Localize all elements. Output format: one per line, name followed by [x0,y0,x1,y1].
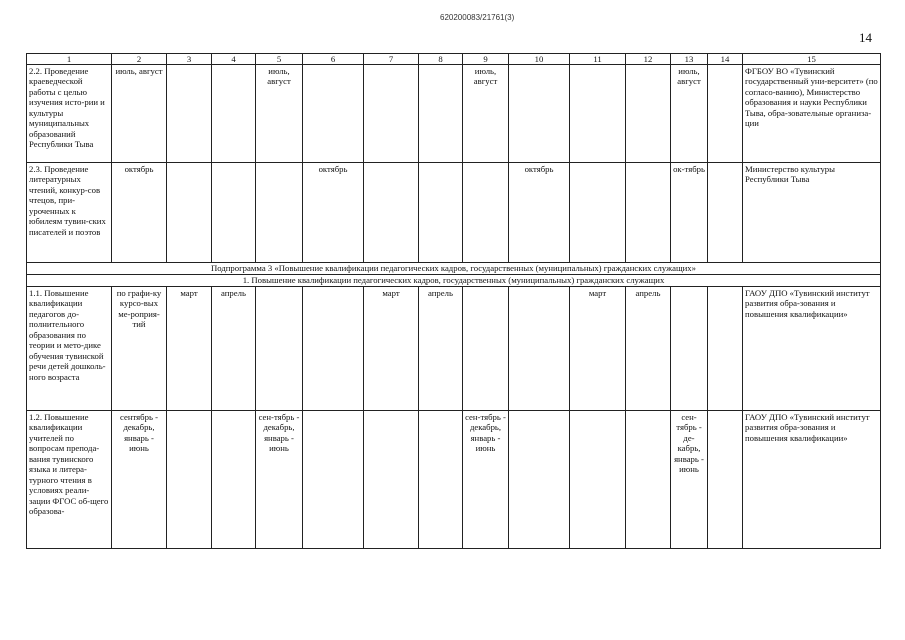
table-row [27,411,881,549]
period-cell: апрель [626,287,671,411]
plan-table [26,53,881,549]
subprogram-row [27,263,881,275]
executor-cell: ФГБОУ ВО «Тувинский государственный уни-верситет» (по согласо-ванию), Министерство образования и науки Республики Тыва, обра-зовательные организа-ции [743,65,881,163]
subprogram-title: Подпрограмма 3 «Повышение квалификации педагогических кадров, государственных (муниципальных) гражданских служащих» [27,263,881,275]
task-cell: 2.3. Проведение литературных чтений, конкур-сов чтецов, при-уроченных к юбилеям тувин-ских писателей и поэтов [27,163,112,263]
period-cell [167,163,212,263]
period-cell [419,65,463,163]
executor-cell: Министерство культуры Республики Тыва [743,163,881,263]
period-cell [212,65,256,163]
period-cell: март [570,287,626,411]
col-header-13: 13 [671,54,708,65]
col-header-5: 5 [256,54,303,65]
period-cell: апрель [419,287,463,411]
column-number-row [27,54,881,65]
col-header-15: 15 [743,54,881,65]
period-cell [256,163,303,263]
period-cell: июль, август [463,65,509,163]
period-cell [570,65,626,163]
period-cell [708,287,743,411]
period-cell [419,411,463,549]
executor-cell: ГАОУ ДПО «Тувинский институт развития обра-зования и повышения квалификации» [743,411,881,549]
period-cell [167,65,212,163]
period-cell [419,163,463,263]
period-cell: сен-тябрь - декабрь, январь - июнь [256,411,303,549]
table-row [27,163,881,263]
period-cell [463,163,509,263]
period-cell: апрель [212,287,256,411]
task-cell: 1.2. Повышение квалификации учителей по вопросам препода-вания тувинского языка и литера-турного чтения в условиях реали-зации ФГОС об-щего образова- [27,411,112,549]
period-cell [509,411,570,549]
period-cell: сентябрь - декабрь, январь - июнь [112,411,167,549]
task-cell: 2.2. Проведение краеведческой работы с целью изучения исто-рии и культуры муниципальных образований Республики Тыва [27,65,112,163]
col-header-1: 1 [27,54,112,65]
col-header-2: 2 [112,54,167,65]
period-cell [708,411,743,549]
period-cell [671,287,708,411]
col-header-7: 7 [364,54,419,65]
period-cell [167,411,212,549]
period-cell [303,65,364,163]
period-cell: по графи-ку курсо-вых ме-роприя-тий [112,287,167,411]
table-row [27,65,881,163]
period-cell [303,287,364,411]
period-cell [509,287,570,411]
period-cell [212,411,256,549]
task-cell: 1.1. Повышение квалификации педагогов до-полнительного образования по теории и мето-дике обучения тувинской речи детей дошколь-ного возраста [27,287,112,411]
col-header-6: 6 [303,54,364,65]
period-cell [708,65,743,163]
col-header-3: 3 [167,54,212,65]
page-number: 14 [859,30,872,45]
period-cell [509,65,570,163]
period-cell: сен-тябрь - де-кабрь, январь - июнь [671,411,708,549]
period-cell: октябрь [112,163,167,263]
period-cell [212,163,256,263]
period-cell [364,163,419,263]
col-header-12: 12 [626,54,671,65]
period-cell: июль, август [112,65,167,163]
col-header-10: 10 [509,54,570,65]
col-header-11: 11 [570,54,626,65]
col-header-4: 4 [212,54,256,65]
period-cell [463,287,509,411]
period-cell: июль, август [256,65,303,163]
period-cell [626,163,671,263]
section-title: 1. Повышение квалификации педагогических кадров, государственных (муниципальных) гражданских служащих [27,275,881,287]
period-cell [626,411,671,549]
period-cell [626,65,671,163]
document-id: 620200083/21761(3) [440,13,515,22]
period-cell [570,411,626,549]
period-cell [708,163,743,263]
period-cell: июль, август [671,65,708,163]
col-header-14: 14 [708,54,743,65]
col-header-9: 9 [463,54,509,65]
period-cell: сен-тябрь - декабрь, январь - июнь [463,411,509,549]
period-cell [570,163,626,263]
period-cell: ок-тябрь [671,163,708,263]
period-cell: март [167,287,212,411]
col-header-8: 8 [419,54,463,65]
period-cell [364,65,419,163]
section-row [27,275,881,287]
period-cell: март [364,287,419,411]
period-cell: октябрь [303,163,364,263]
period-cell [364,411,419,549]
executor-cell: ГАОУ ДПО «Тувинский институт развития обра-зования и повышения квалификации» [743,287,881,411]
period-cell: октябрь [509,163,570,263]
period-cell [256,287,303,411]
period-cell [303,411,364,549]
table-row [27,287,881,411]
